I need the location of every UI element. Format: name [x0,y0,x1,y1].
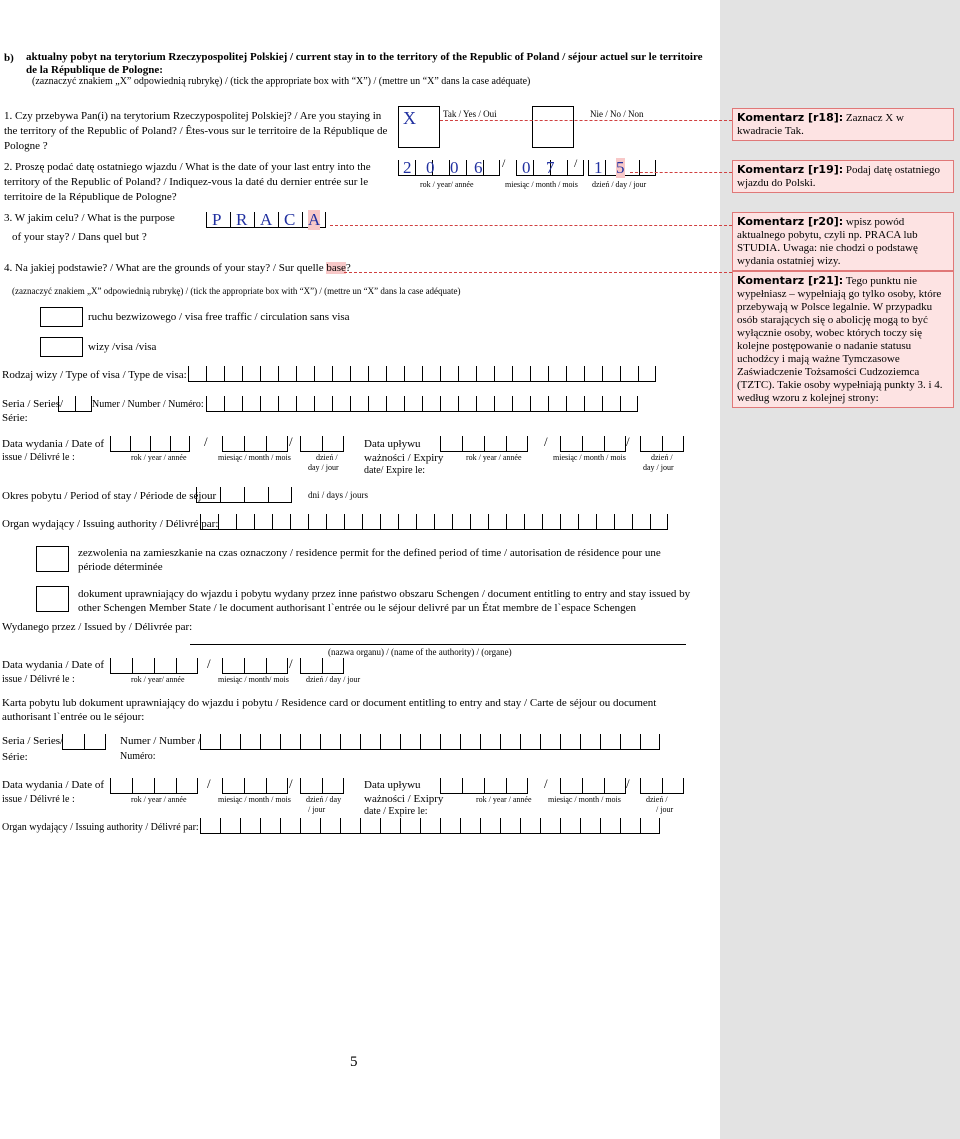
card-label: Karta pobytu lub dokument uprawniający do wjazdu i pobytu / Residence card or document entitling to entry and stay / Carte de séjour ou document authorisant l`entrée ou le séjour: [2,697,657,723]
slash-d1: / [207,776,211,791]
slash-c2: / [289,656,293,671]
number2-label-2: Numéro: [120,751,156,762]
slash-e2: / [626,776,630,791]
permit-checkbox[interactable] [36,546,69,572]
expiry2-day-field[interactable] [640,778,684,794]
question-3-line2: of your stay? / Dans quel but ? [12,231,147,243]
issued-by-line[interactable] [190,644,686,645]
expiry-label-2: ważności / Expiry [364,452,444,464]
visa-checkbox[interactable] [40,337,83,357]
schengen-label: dokument uprawniający do wjazdu i pobytu wydany przez inne państwo obszaru Schengen / document entitling to entry and stay issued by other Schengen Member State / le document authorisant l`entrée ou le séjour delivré par un État membre de l`espace Schengen [78,588,691,614]
issue3-year-label: rok / year / année [131,795,187,804]
issue3-day-field[interactable] [300,778,344,794]
no-label: Nie / No / Non [590,109,644,119]
issue-date-label-1: Data wydania / Date of [2,438,105,450]
issue2-month-field[interactable] [222,658,288,674]
entry-month-d1: 0 [522,158,531,177]
issue-month-label: miesiąc / month / mois [218,453,291,462]
date-slash-1: / [502,156,506,170]
day-label: dzień / day / jour [592,180,647,189]
slash-a1: / [204,434,208,449]
issue2-label-2: issue / Délivré le : [2,674,75,685]
comment-r20[interactable] [732,212,954,271]
comment-r21-connector [344,272,732,273]
schengen-checkbox[interactable] [36,586,69,612]
question-4 [4,262,351,275]
yes-checkbox[interactable] [398,106,440,148]
expiry2-day-label-2: / jour [656,805,674,814]
question-2: 2. Proszę podać datę ostatniego wjazdu / What is the date of your last entry into the territory of the Republic of Poland? / Indiquez-vous la daté du dernier entrée sur le territoire de la République de Pologne? [4,161,371,203]
comment-r19-text: Podaj datę ostatniego wjazdu do Polski. [737,164,941,189]
entry-year-d3: 0 [450,158,459,177]
section-instruction: (zaznaczyć znakiem „X” odpowiednią rubrykę) / (tick the appropriate box with “X”) / (mettre un “X” dans la case adéquate) [32,76,531,87]
issue-day-label-1: dzień / [316,453,338,462]
page-number: 5 [350,1054,358,1070]
expiry-year-label: rok / year / année [466,453,522,462]
comment-r19-connector [630,172,732,173]
expiry-year-field[interactable] [440,436,528,452]
issue2-year-label: rok / year/ année [131,675,185,684]
question-4-end: ? [345,262,351,274]
question-4-text: 4. Na jakiej podstawie? / What are the grounds of your stay? / Sur quelle [4,262,327,274]
issue2-month-label: miesiąc / month/ mois [218,675,289,684]
authority-field[interactable] [200,514,668,530]
issue3-day-label-1: dzień / day [306,795,342,804]
no-checkbox[interactable] [532,106,574,148]
visa-free-checkbox[interactable] [40,307,83,327]
series2-field[interactable] [62,734,106,750]
visa-type-label: Rodzaj wizy / Type of visa / Type de visa: [2,369,187,381]
entry-year-d1: 2 [403,158,412,177]
expiry-day-field[interactable] [640,436,684,452]
question-4-instruction: (zaznaczyć znakiem „X” odpowiednią rubrykę) / (tick the appropriate box with “X”) / (mettre un “X” dans la case adéquate) [12,286,461,296]
comment-r20-key: Komentarz [r20]: [737,215,844,228]
issue3-month-label: miesiąc / month / mois [218,795,291,804]
issued-by-label: Wydanego przez / Issued by / Délivrée par: [2,621,193,633]
expiry-day-label-2: day / jour [643,463,674,472]
serie2-label: Série: [2,751,28,763]
entry-month-d2: 7 [546,158,555,177]
comment-r21-text: Tego punktu nie wypełniasz – wypełniają go tylko osoby, które przebywają w Polsce legalnie. W przypadku osób starających się o abolicję mogą to być wyłącznie osoby, wobec których toczy się kolejne postępowanie o nadanie statusu uchodźcy i mają ważne Tymczasowe Zaświadczenie Tożsamości Cudzoziemca (TZTC). Takie osoby wypełniają punkty 3. i 4. według wzoru z kolejnej strony: [737,275,943,404]
authority2-label: Organ wydający / Issuing authority / Délivré par: [2,822,199,833]
yes-label: Tak / Yes / Oui [443,109,497,119]
purpose-c5: A [308,210,321,229]
comment-r21-key: Komentarz [r21]: [737,274,844,287]
slash-b2: / [626,434,630,449]
issue3-month-field[interactable] [222,778,288,794]
section-label: b) [4,52,14,64]
entry-day-d2: 5 [616,158,625,177]
number-field[interactable] [206,396,638,412]
expiry2-year-label: rok / year / année [476,795,532,804]
comment-r20-text: wpisz powód aktualnego pobytu, czyli np. PRACA lub STUDIA. Uwaga: nie chodzi o podstawę wydania ostatniej wizy. [737,216,918,267]
entry-year-d4: 6 [474,158,483,177]
issue-date-label-2: issue / Délivré le : [2,452,75,463]
expiry2-label-2: ważności / Exipry [364,793,444,805]
entry-day-d1: 1 [594,158,603,177]
expiry-label-3: date/ Expire le: [364,465,426,476]
expiry2-month-label: miesiąc / month / mois [548,795,621,804]
issue-year-field[interactable] [110,436,190,452]
issue3-year-field[interactable] [110,778,198,794]
series2-label: Seria / Series/ [2,735,64,747]
expiry-month-field[interactable] [560,436,626,452]
visa-type-field[interactable] [188,366,656,382]
entry-year-d2: 0 [426,158,435,177]
purpose-c2: R [236,210,248,229]
days-label: dni / days / jours [308,490,368,500]
series-field[interactable] [58,396,92,412]
comment-r18[interactable] [732,108,954,141]
yes-mark: X [403,108,416,128]
slash-e1: / [544,776,548,791]
expiry-label-1: Data upływu [364,438,421,450]
slash-c1: / [207,656,211,671]
issue2-year-field[interactable] [110,658,198,674]
expiry-month-label: miesiąc / month / mois [553,453,626,462]
issue2-label-1: Data wydania / Date of [2,659,105,671]
question-4-highlight: base [326,262,346,274]
issue2-day-label: dzień / day / jour [306,675,361,684]
number2-field[interactable] [200,734,660,750]
serie-label: Série: [2,412,28,424]
organ-name-label: (nazwa organu) / (name of the authority) / (organe) [328,647,512,657]
slash-d2: / [289,776,293,791]
expiry2-year-field[interactable] [440,778,528,794]
comment-r20-connector [330,225,732,226]
number2-label-1: Numer / Number / [120,735,201,747]
visa-free-label: ruchu bezwizowego / visa free traffic / circulation sans visa [88,311,350,323]
expiry2-label-1: Data upływu [364,779,421,791]
comment-r18-text: Zaznacz X w kwadracie Tak. [737,112,904,137]
series-label: Seria / Series/ [2,398,64,410]
stay-period-label [2,490,216,503]
issue2-day-field[interactable] [300,658,344,674]
issue-month-field[interactable] [222,436,288,452]
issue3-label-1: Data wydania / Date of [2,779,105,791]
question-1: 1. Czy przebywa Pan(i) na terytorium Rzeczypospolitej Polskiej? / Are you staying in the territory of the Republic of Poland? / Êtes-vous sur le territoire de la République de Pologne ? [4,110,388,152]
expiry2-label-3: date / Expire le: [364,806,428,817]
comment-r18-key: Komentarz [r18]: [737,111,844,124]
month-label: miesiąc / month / mois [505,180,578,189]
issue3-label-2: issue / Délivré le : [2,794,75,805]
purpose-c3: A [260,210,273,229]
stay-period-field[interactable] [196,487,292,503]
visa-label: wizy /visa /visa [88,341,157,353]
purpose-c1: P [212,210,222,229]
date-slash-2: / [574,156,578,170]
expiry2-month-field[interactable] [560,778,626,794]
purpose-c4: C [284,210,296,229]
section-title: aktualny pobyt na terytorium Rzeczypospolitej Polskiej / current stay in to the territory of the Republic of Poland / séjour actuel sur le territoire de la République de Pologne: [26,51,703,76]
issue-day-label-2: day / jour [308,463,339,472]
expiry-day-label-1: dzień / [651,453,673,462]
expiry2-day-label-1: dzień / [646,795,668,804]
authority-label: Organ wydający / Issuing authority / Délivré par: [2,518,219,530]
number-label: Numer / Number / Numéro: [92,399,204,410]
comment-r21[interactable] [732,271,954,408]
question-3-line1: 3. W jakim celu? / What is the purpose [4,212,175,224]
comment-r19-key: Komentarz [r19]: [737,163,844,176]
year-label: rok / year/ année [420,180,474,189]
slash-b1: / [544,434,548,449]
stay-period-text: Okres pobytu / Period of stay / Période de séjour [2,490,217,502]
issue-day-field[interactable] [300,436,344,452]
slash-a2: / [289,434,293,449]
issue-year-label: rok / year / année [131,453,187,462]
permit-label: zezwolenia na zamieszkanie na czas oznaczony / residence permit for the defined period of time / autorisation de résidence pour une période déterminée [78,547,661,573]
issue3-day-label-2: / jour [308,805,326,814]
comment-r18-connector [440,120,732,121]
authority2-field[interactable] [200,818,660,834]
comment-r19[interactable] [732,160,954,193]
